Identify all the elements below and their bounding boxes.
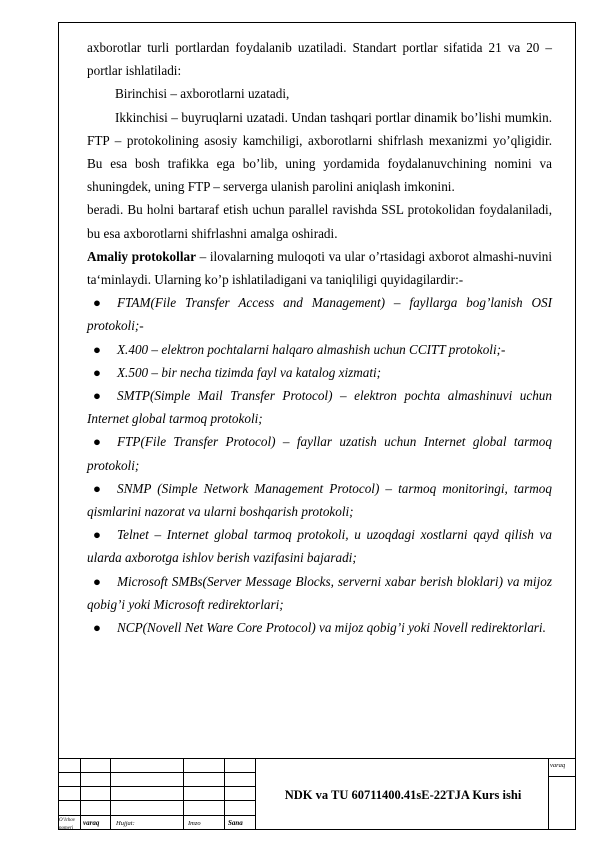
title-block-divider (183, 758, 184, 830)
title-block-line (58, 786, 255, 787)
title-block-divider (224, 758, 225, 830)
list-item: ● FTP(File Transfer Protocol) – fayllar uzatish uchun Internet global tarmoq protokoli; (87, 430, 552, 476)
list-item: ● SNMP (Simple Network Management Protocol) – tarmoq monitoringi, tarmoq qismlarini nazorat va ularni boshqarish protokoli; (87, 477, 552, 523)
paragraph-4: beradi. Bu holni bartaraf etish uchun parallel ravishda SSL protokolidan foydalaniladi, bu esa axborotlarni shifrlashni amalga oshiradi. (87, 202, 552, 241)
date-col-label: Sana (228, 819, 243, 827)
paragraph-2: Birinchisi – axborotlarni uzatadi, (115, 86, 290, 102)
paragraph-5 (87, 245, 552, 291)
title-block-divider (80, 758, 81, 830)
bullet-icon: ● (93, 341, 101, 357)
list-item: ● FTAM(File Transfer Access and Management) – fayllarga bog’lanish OSI protokoli;- (87, 291, 552, 337)
list-item: ● X.400 – elektron pochtalarni halqaro almashish uchun CCITT protokoli;- (87, 338, 552, 361)
title-block-divider (548, 758, 549, 830)
bullet-icon: ● (93, 573, 101, 589)
title-block (58, 758, 576, 830)
change-label: O’lchov (59, 818, 76, 823)
document-code-title: NDK va TU 60711400.41sE-22TJA Kurs ishi (284, 788, 522, 802)
sheet-label: varaq (550, 762, 566, 769)
title-block-line (548, 776, 576, 777)
title-block-line (58, 772, 255, 773)
signature-col-label: Imzo (188, 820, 201, 827)
title-block-top-line (58, 758, 576, 759)
bullet-icon: ● (93, 388, 101, 404)
title-block-line (58, 800, 255, 801)
bullet-icon: ● (93, 364, 101, 380)
title-block-divider (110, 758, 111, 830)
sheet-col-label: varaq (83, 819, 100, 827)
bullet-icon: ● (93, 527, 101, 543)
number-label: nomeri (59, 826, 74, 831)
document-body (87, 36, 552, 639)
bullet-icon: ● (93, 434, 101, 450)
paragraph-5-text: – ilovalarning muloqoti va ular o’rtasidagi axborot almashi-nuvini ta‘minlaydi. Ularning ko’p ishlatiladigani va taniqliligi quyidagilardir:- (87, 248, 552, 288)
document-col-label: Hujjat: (116, 820, 135, 827)
term-amaliy-protokollar: Amaliy protokollar (87, 248, 196, 264)
bullet-icon: ● (93, 480, 101, 496)
bullet-icon: ● (93, 295, 101, 311)
list-item: ● Telnet – Internet global tarmoq protokoli, u uzoqdagi xostlarni qayd qilish va ularda axborotga ishlov berish vazifasini bajaradi; (87, 523, 552, 569)
paragraph-1: axborotlar turli portlardan foydalanib uzatiladi. Standart portlar sifatida 21 va 20 – portlar ishlatiladi: (87, 40, 552, 79)
list-item: ● X.500 – bir necha tizimda fayl va katalog xizmati; (87, 361, 552, 384)
title-block-divider (255, 758, 256, 830)
list-item: ● SMTP(Simple Mail Transfer Protocol) – elektron pochta almashinuvi uchun Internet global tarmoq protokoli; (87, 384, 552, 430)
list-item: ● Microsoft SMBs(Server Message Blocks, serverni xabar berish bloklari) va mijoz qobig’i yoki Microsoft redirektorlari; (87, 570, 552, 616)
paragraph-3: Ikkinchisi – buyruqlarni uzatadi. Undan tashqari portlar dinamik bo’lishi mumkin. FTP – protokolining asosiy kamchiligi, axborotlarni shifrlash mexanizmi yo’qligidir. Bu esa bosh trafikka ega bo’lib, uning yordamida foydalanuvchining nomini va shuningdek, uning FTP – serverga ulanish parolini aniqlash imkonini. (87, 109, 552, 195)
list-item: ● NCP(Novell Net Ware Core Protocol) va mijoz qobig’i yoki Novell redirektorlari. (87, 616, 552, 639)
bullet-icon: ● (93, 620, 101, 636)
title-block-line (58, 815, 255, 816)
